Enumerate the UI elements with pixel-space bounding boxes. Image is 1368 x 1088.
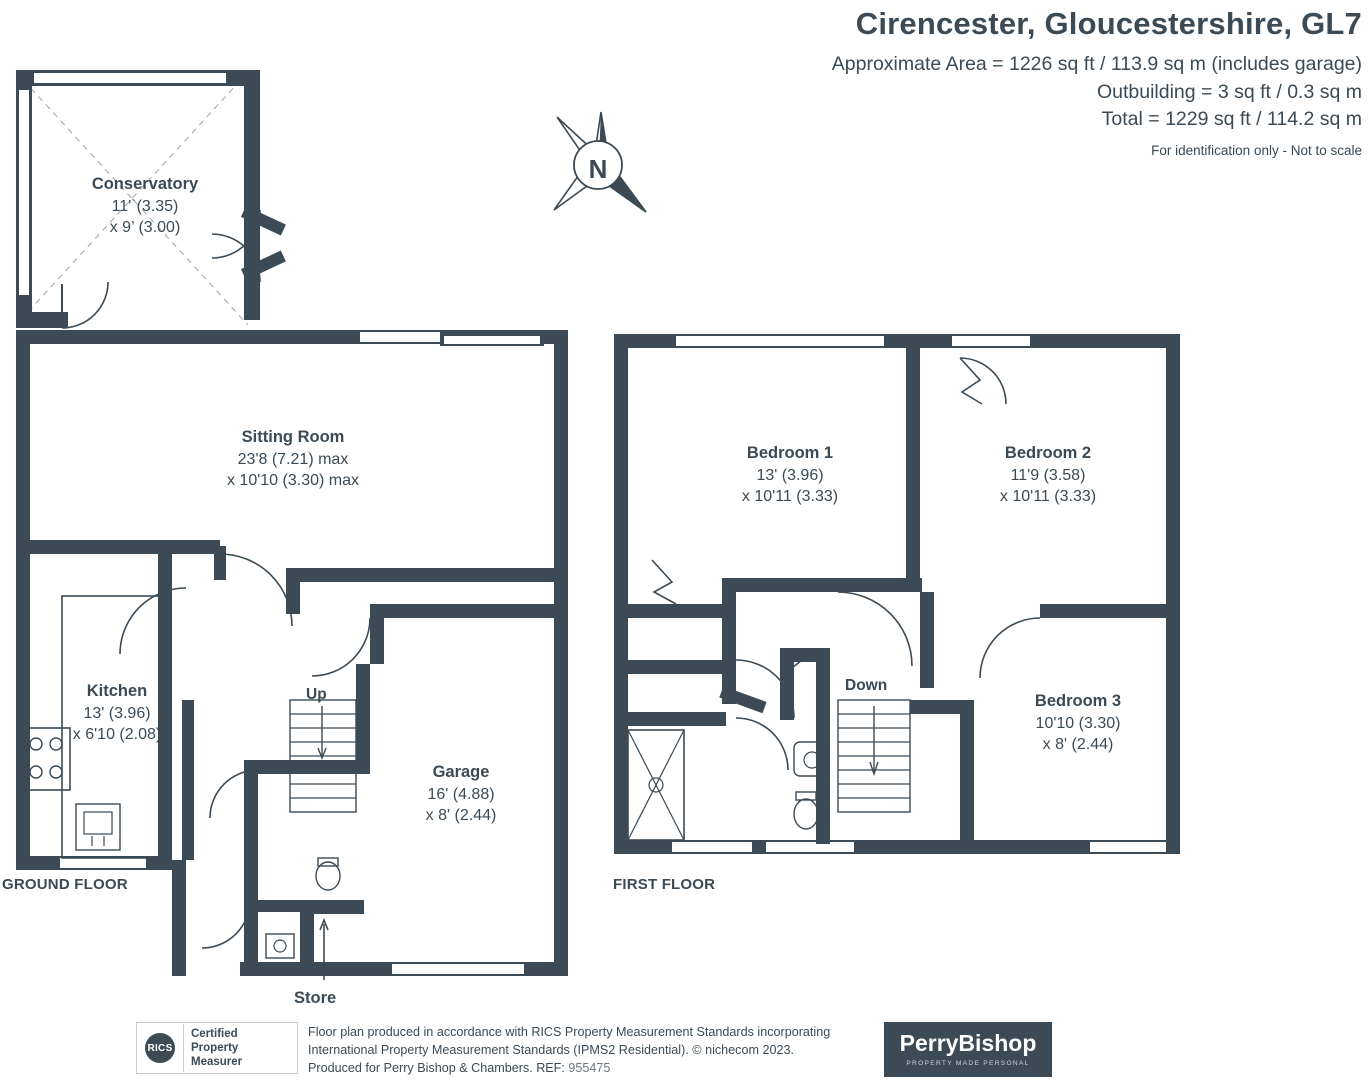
brand-tagline: PROPERTY MADE PERSONAL	[906, 1060, 1030, 1067]
room-name: Conservatory	[91, 175, 199, 193]
footer	[136, 1022, 1236, 1080]
room-name: Kitchen	[86, 682, 148, 700]
room-dimension-2: x 10'10 (3.30) max	[226, 472, 359, 490]
room-dimension-2: x 9’ (3.00)	[109, 219, 181, 237]
room-dimension-1: 16' (4.88)	[427, 785, 495, 803]
reference-number: 955475	[568, 1061, 611, 1075]
room-dimension-1: 13' (3.96)	[756, 466, 824, 484]
outbuilding-line: Outbuilding = 3 sq ft / 0.3 sq m	[1096, 80, 1362, 103]
room-dimension-1: 10'10 (3.30)	[1035, 714, 1121, 732]
first-floor-plan	[614, 334, 1180, 854]
room-label-bedroom-3	[964, 691, 1192, 755]
svg-text:N: N	[588, 154, 608, 184]
room-dimension-2: x 10'11 (3.33)	[741, 488, 839, 506]
legal-line-1: Floor plan produced in accordance with RICS Property Measurement Standards incorporating	[308, 1025, 831, 1039]
rics-badge	[136, 1022, 298, 1074]
rics-badge-text	[184, 1027, 242, 1069]
room-dimension-1: 13' (3.96)	[83, 704, 151, 722]
room-dimension-1: 11'`(3.35)	[111, 197, 179, 215]
room-name: Sitting Room	[241, 428, 345, 446]
room-label-kitchen	[28, 681, 206, 745]
room-label-bedroom-2	[934, 443, 1162, 507]
legal-line-2: International Property Measurement Standards (IPMS2 Residential). © nichecom 2023.	[308, 1043, 794, 1057]
ground-floor-label: GROUND FLOOR	[2, 876, 128, 893]
room-dimension-2: x 10'11 (3.33)	[999, 488, 1097, 506]
brand-name: PerryBishop	[899, 1030, 1037, 1056]
room-name: Bedroom 1	[746, 444, 834, 462]
room-name: Bedroom 3	[1034, 692, 1122, 710]
approximate-area-line: Approximate Area = 1226 sq ft / 113.9 sq m (includes garage)	[831, 53, 1362, 75]
legal-line-3: Produced for Perry Bishop & Chambers. REF:	[308, 1061, 565, 1075]
perry-bishop-logo	[884, 1022, 1052, 1077]
rics-line-3: Measurer	[191, 1056, 243, 1068]
compass-rose	[554, 112, 646, 212]
room-name: Garage	[432, 763, 490, 781]
rics-logo-icon	[137, 1024, 184, 1072]
store-label: Store	[294, 989, 337, 1007]
page-title: Cirencester, Gloucestershire, GL7	[855, 6, 1362, 41]
room-dimension-2: x 8' (2.44)	[1042, 736, 1114, 754]
rics-line-1: Certified	[191, 1027, 238, 1040]
legal-text	[308, 1023, 830, 1077]
room-dimension-1: 23'8 (7.21) max	[237, 450, 349, 468]
rics-mark: RICS	[145, 1033, 175, 1063]
stairs-up	[290, 700, 356, 812]
room-label-garage	[372, 762, 550, 826]
room-dimension-1: 11'9 (3.58)	[1010, 466, 1086, 484]
stairs-up-label: Up	[306, 686, 327, 703]
room-label-sitting-room	[178, 427, 408, 491]
room-label-conservatory	[55, 174, 235, 238]
first-floor-label: FIRST FLOOR	[613, 876, 716, 893]
legal-line-3-wrapper	[308, 1059, 830, 1077]
stairs-down	[838, 700, 910, 812]
rics-line-2: Property	[191, 1041, 239, 1054]
stairs-down-label: Down	[845, 677, 888, 694]
room-label-bedroom-1	[676, 443, 904, 507]
disclaimer-text: For identification only - Not to scale	[1151, 143, 1362, 159]
room-name: Bedroom 2	[1004, 444, 1092, 462]
room-dimension-2: x 6'10 (2.08)	[72, 726, 162, 744]
total-area-line: Total = 1229 sq ft / 114.2 sq m	[1101, 108, 1362, 131]
room-dimension-2: x 8' (2.44)	[425, 807, 497, 825]
